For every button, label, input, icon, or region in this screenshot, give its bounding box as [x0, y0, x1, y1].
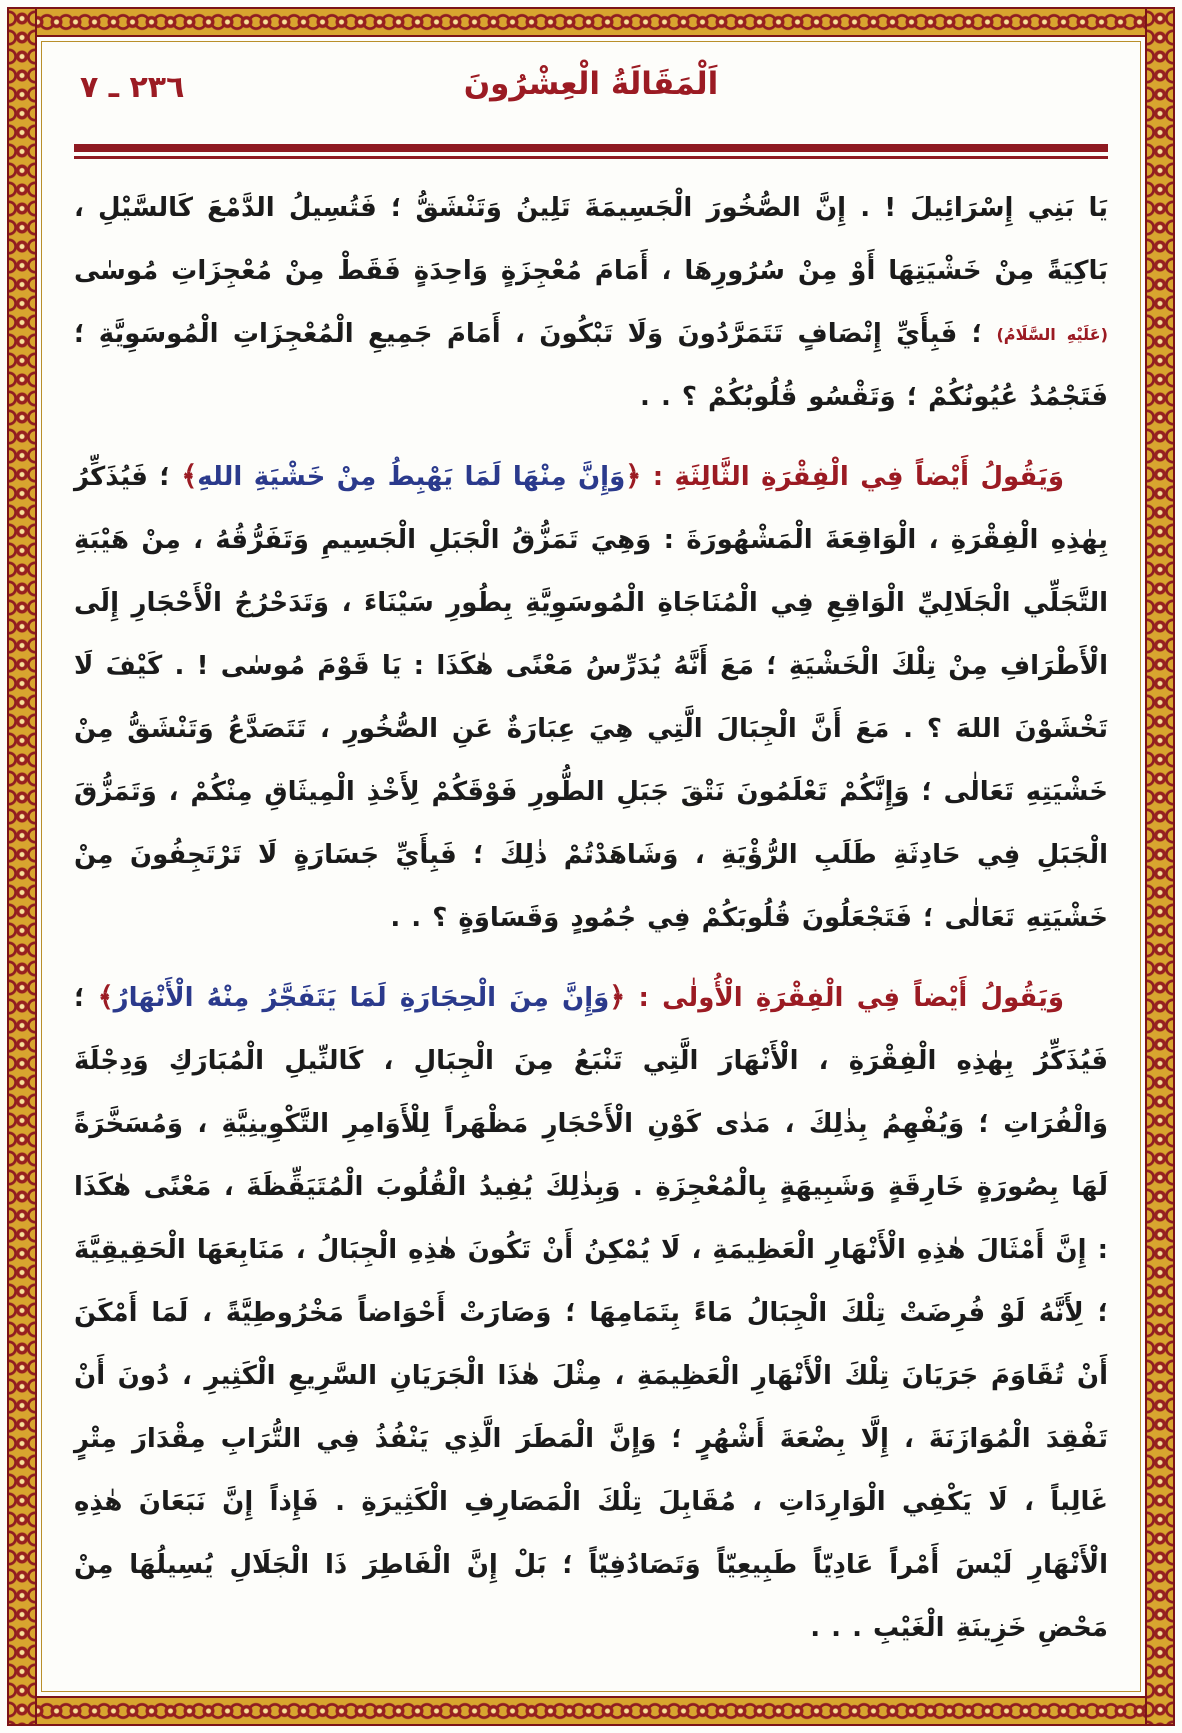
page-header — [74, 62, 1108, 134]
ornate-bracket-open-icon: ﴿ — [625, 461, 642, 492]
paragraph-first-clause — [74, 966, 1108, 1660]
commentary-intro-red: وَيَقُولُ أَيْضاً فِي الْفِقْرَةِ الثَّالِثَةِ : — [641, 462, 1064, 492]
alayhis-salam-symbol: (عَلَيْهِ السَّلَامُ) — [996, 325, 1108, 344]
border-ornament-left — [7, 7, 37, 1726]
ornate-bracket-close-icon: ﴾ — [181, 461, 198, 492]
commentary-body-text: ؛ فَيُذَكِّرُ بِهٰذِهِ الْفِقْرَةِ ، الْأَنْهَارَ الَّتِي تَنْبَعُ مِنَ الْجِبَالِ ، كَالنِّيلِ الْمُبَارَكِ وَدِجْلَةَ وَالْفُرَاتِ ؛ وَيُفْهِمُ بِذٰلِكَ ، مَدٰى كَوْنِ الْأَحْجَارِ مَظْهَراً لِلْأَوَامِرِ التَّكْوِينِيَّةِ ، وَمُسَخَّرَةً لَهَا بِصُورَةٍ خَارِقَةٍ وَشَبِيهَةٍ بِالْمُعْجِزَةِ . وَبِذٰلِكَ يُفِيدُ الْقُلُوبَ الْمُتَيَقِّظَةَ ، مَعْنًى هٰكَذَا : إِنَّ أَمْثَالَ هٰذِهِ الْأَنْهَارِ الْعَظِيمَةِ ، لَا يُمْكِنُ أَنْ تَكُونَ هٰذِهِ الْجِبَالُ ، مَنَابِعَهَا الْحَقِيقِيَّةَ ؛ لِأَنَّهُ لَوْ فُرِضَتْ تِلْكَ الْجِبَالُ مَاءً بِتَمَامِهَا ؛ وَصَارَتْ أَحْوَاضاً مَخْرُوطِيَّةً ، لَمَا أَمْكَنَ أَنْ تُقَاوَمَ جَرَيَانَ تِلْكَ الْأَنْهَارِ الْعَظِيمَةِ ، مِثْلَ هٰذَا الْجَرَيَانِ السَّرِيعِ الْكَثِيرِ ، دُونَ أَنْ تَفْقِدَ الْمُوَازَنَةَ ، إِلَّا بِضْعَةَ أَشْهُرٍ ؛ وَإِنَّ الْمَطَرَ الَّذِي يَنْفُذُ فِي التُّرَابِ مِقْدَارَ مِتْرٍ غَالِباً ، لَا يَكْفِي الْوَارِدَاتِ ، مُقَابِلَ تِلْكَ الْمَصَارِفِ الْكَثِيرَةِ . فَإِذاً إِنَّ نَبَعَانَ هٰذِهِ الْأَنْهَارِ لَيْسَ أَمْراً عَادِيّاً طَبِيعِيّاً وَتَصَادُفِيّاً ؛ بَلْ إِنَّ الْفَاطِرَ ذَا الْجَلَالِ يُسِيلُهَا مِنْ مَحْضِ خَزِينَةِ الْغَيْبِ . . . — [74, 983, 1108, 1643]
body-text — [74, 177, 1108, 1660]
border-ornament-top — [7, 7, 1175, 37]
commentary-body-text: ؛ فَيُذَكِّرُ بِهٰذِهِ الْفِقْرَةِ ، الْوَاقِعَةَ الْمَشْهُورَةَ : وَهِيَ تَمَزُّقُ الْجَبَلِ الْجَسِيمِ وَتَفَرُّقُهُ ، مِنْ هَيْبَةِ التَّجَلِّي الْجَلَالِيِّ الْوَاقِعِ فِي الْمُنَاجَاةِ الْمُوسَوِيَّةِ بِطُورِ سَيْنَاءَ ، وَتَدَحْرُجُ الْأَحْجَارِ إِلَى الْأَطْرَافِ مِنْ تِلْكَ الْخَشْيَةِ ؛ مَعَ أَنَّهُ يُدَرِّسُ مَعْنًى هٰكَذَا : يَا قَوْمَ مُوسٰى ! . كَيْفَ لَا تَخْشَوْنَ اللهَ ؟ . مَعَ أَنَّ الْجِبَالَ الَّتِي هِيَ عِبَارَةٌ عَنِ الصُّخُورِ ، تَتَصَدَّعُ وَتَنْشَقُّ مِنْ خَشْيَتِهِ تَعَالٰى ؛ وَإِنَّكُمْ تَعْلَمُونَ نَتْقَ جَبَلِ الطُّورِ فَوْقَكُمْ لِأَخْذِ الْمِيثَاقِ مِنْكُمْ ، وَتَمَزُّقَ الْجَبَلِ فِي حَادِثَةِ طَلَبِ الرُّؤْيَةِ ، وَشَاهَدْتُمْ ذٰلِكَ ؛ فَبِأَيِّ جَسَارَةٍ لَا تَرْتَجِفُونَ مِنْ خَشْيَتِهِ تَعَالٰى ؛ فَتَجْعَلُونَ قُلُوبَكُمْ فِي جُمُودٍ وَقَسَاوَةٍ ؟ . . — [74, 462, 1108, 933]
page-number: ٢٣٦ ـ ٧ — [80, 70, 185, 105]
ornate-bracket-open-icon: ﴿ — [609, 982, 626, 1013]
paragraph-sermon — [74, 177, 1108, 429]
paragraph-sermon-text: يَا بَنِي إِسْرَائِيلَ ! . إِنَّ الصُّخُورَ الْجَسِيمَةَ تَلِينُ وَتَنْشَقُّ ؛ فَتُسِيلُ الدَّمْعَ كَالسَّيْلِ ، بَاكِيَةً مِنْ خَشْيَتِهَا أَوْ مِنْ سُرُورِهَا ، أَمَامَ مُعْجِزَةٍ وَاحِدَةٍ فَقَطْ مِنْ مُعْجِزَاتِ مُوسٰى — [74, 193, 1108, 286]
border-ornament-bottom — [7, 1696, 1175, 1726]
header-divider-rule — [74, 144, 1108, 159]
border-ornament-right — [1145, 7, 1175, 1726]
ornate-bracket-close-icon: ﴾ — [97, 982, 114, 1013]
commentary-intro-red: وَيَقُولُ أَيْضاً فِي الْفِقْرَةِ الْأُولٰى : — [625, 983, 1065, 1013]
paragraph-sermon-text-cont: ؛ فَبِأَيِّ إِنْصَافٍ تَتَمَرَّدُونَ وَلَا تَبْكُونَ ، أَمَامَ جَمِيعِ الْمُعْجِزَاتِ الْمُوسَوِيَّةِ ؛ فَتَجْمُدُ عُيُونُكُمْ ؛ وَتَقْسُو قُلُوبُكُمْ ؟ . . — [74, 319, 1108, 412]
page-content — [74, 62, 1108, 1689]
paragraph-third-clause — [74, 445, 1108, 950]
quran-quote-blue: وَإِنَّ مِنْهَا لَمَا يَهْبِطُ مِنْ خَشْيَةِ اللهِ — [197, 462, 626, 492]
quran-quote-blue: وَإِنَّ مِنَ الْحِجَارَةِ لَمَا يَتَفَجَّرُ مِنْهُ الْأَنْهَارُ — [113, 983, 610, 1013]
page-title: اَلْمَقَالَةُ الْعِشْرُونَ — [463, 66, 719, 102]
